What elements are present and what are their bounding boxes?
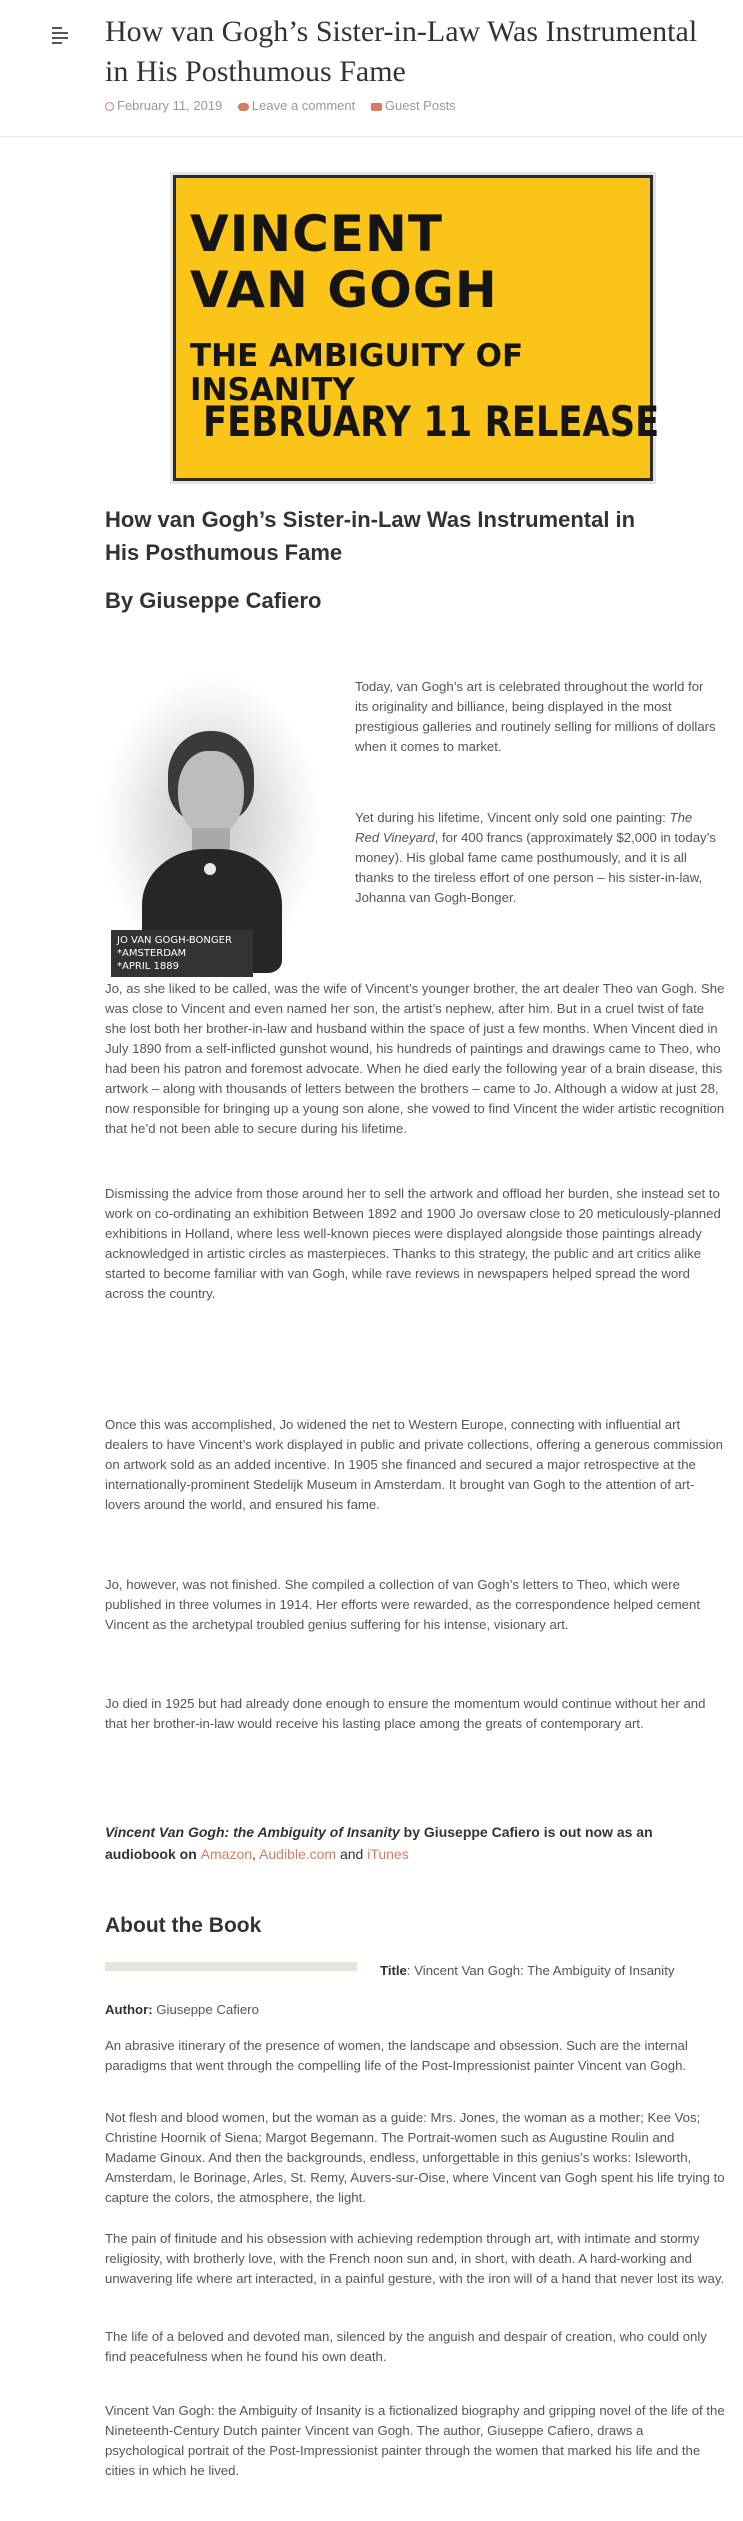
paragraph: An abrasive itinerary of the presence of women, the landscape and obsession. Such are the internal paradigms that went through the compelling life of the Post-Impressionist painter Vincent van Gogh.	[105, 2038, 688, 2073]
paragraph: Vincent Van Gogh: the Ambiguity of Insanity is a fictionalized biography and gripping novel of the life of the Nineteenth-Century Dutch painter Vincent van Gogh. The author, Giuseppe Cafiero, draws a psychological portrait of the Post-Impressionist painter through the women that marked his life and the cities in which he lived.	[105, 2403, 725, 2478]
caption-line: JO VAN GOGH-BONGER	[117, 935, 232, 946]
banner-line-3: THE AMBIGUITY OF INSANITY	[190, 338, 524, 408]
leave-comment-link[interactable]: Leave a comment	[251, 98, 356, 113]
post-category[interactable]	[371, 98, 456, 113]
clock-icon	[105, 102, 114, 111]
post-byline: By Giuseppe Cafiero	[105, 588, 322, 613]
post-date-link[interactable]: February 11, 2019	[117, 98, 223, 113]
paragraph: Today, van Gogh’s art is celebrated throughout the world for its originality and billiance, being displayed in the most prestigious galleries and routinely selling for millions of dollars when it comes to market.	[355, 679, 716, 754]
banner-line-1: VINCENT	[190, 205, 443, 263]
book-author-line: Author: Giuseppe Cafiero	[105, 2002, 259, 2017]
caption-line: *APRIL 1889	[117, 961, 179, 972]
paragraph: The life of a beloved and devoted man, silenced by the anguish and despair of creation, who could only find peacefulness when he found his own death.	[105, 2329, 707, 2364]
paragraph: Not flesh and blood women, but the woman as a guide: Mrs. Jones, the woman as a mother; Kee Vos; Christine Hoornik of Siena; Margot Begemann. The Portrait-women such as Augustine Roulin and Madame Ginoux. And then the backgrounds, endless, unforgettable in this genius’s works: Isleworth, Amsterdam, le Borinage, Arles, St. Remy, Auvers-sur-Oise, where Vincent van Gogh spent his life trying to capture the colors, the atmosphere, the light.	[105, 2110, 725, 2205]
book-banner-image	[173, 175, 660, 481]
portrait-photo	[100, 673, 322, 973]
comment-icon	[238, 103, 249, 111]
banner-line-4: FEBRUARY 11 RELEASE	[203, 397, 660, 446]
paragraph: Yet during his lifetime, Vincent only sold one painting: The Red Vineyard, for 400 francs (approximately $2,000 in today’s money). His global fame came posthumously, and it is all thanks to the tireless effort of one person – his sister-in-law, Johanna van Gogh-Bonger.	[355, 810, 716, 905]
painting-title: The Red Vineyard	[355, 810, 693, 845]
post-meta	[105, 98, 468, 113]
menu-icon[interactable]	[52, 25, 72, 45]
paragraph: Once this was accomplished, Jo widened the net to Western Europe, connecting with influential art dealers to have Vincent’s work displayed in public and private collections, offering a generous commission on artwork sold as an added incentive. In 1905 she financed and secured a major retrospective at the internationally-prominent Stedelijk Museum in Amsterdam. It brought van Gogh to the attention of art-lovers around the world, and ensured his fame.	[105, 1417, 723, 1512]
site-header	[0, 0, 743, 137]
book-cover-placeholder	[105, 1962, 357, 1971]
promo-book-title: Vincent Van Gogh: the Ambiguity of Insanity	[105, 1824, 400, 1840]
post-date[interactable]	[105, 98, 222, 113]
portrait-caption	[111, 930, 253, 977]
about-heading: About the Book	[105, 1914, 262, 1937]
paragraph: The pain of finitude and his obsession with achieving redemption through art, with intimate and stormy religiosity, with brotherly love, with the French noon sun and, in short, with death. A hard-working and unwavering life where art interacted, in a painful gesture, with the iron will of a hand that never lost its way.	[105, 2231, 725, 2286]
itunes-link[interactable]: iTunes	[367, 1846, 409, 1862]
paragraph: Jo, as she liked to be called, was the wife of Vincent’s younger brother, the art dealer Theo van Gogh. She was close to Vincent and even named her son, the artist’s nephew, after him. But in a cruel twist of fate she lost both her brother-in-law and husband within the space of just a few months. When Vincent died in July 1890 from a self-inflicted gunshot wound, his hundreds of paintings and drawings came to Theo, who had been his patron and foremost advocate. When he died early the following year of a brain disease, this artwork – along with thousands of letters between the brothers – came to Jo. Although a widow at just 28, now responsible for bringing up a young son alone, she vowed to find Vincent the wider artistic recognition that he’d not been able to secure during his lifetime.	[105, 981, 725, 1136]
audiobook-promo: Vincent Van Gogh: the Ambiguity of Insanity by Giuseppe Cafiero is out now as an audiobook on Amazon, Audible.com and iTunes	[105, 1824, 653, 1862]
amazon-link[interactable]: Amazon	[200, 1846, 253, 1862]
paragraph: Dismissing the advice from those around her to sell the artwork and offload her burden, she instead set to work on co-ordinating an exhibition Between 1892 and 1900 Jo oversaw close to 20 meticulously-planned exhibitions in Holland, where less well-known pieces were displayed alongside those paintings already acknowledged in artistic circles as masterpieces. Thanks to this strategy, the public and art critics alike started to become familiar with van Gogh, while rave reviews in newspapers helped spread the word across the country.	[105, 1186, 721, 1301]
paragraph: Jo, however, was not finished. She compiled a collection of van Gogh’s letters to Theo, which were published in three volumes in 1914. Her efforts were rewarded, as the correspondence helped cement Vincent as the archetypal troubled genius suffering for his intense, visionary art.	[105, 1577, 701, 1632]
audible-link[interactable]: Audible.com	[259, 1846, 337, 1862]
site-title[interactable]: How van Gogh’s Sister-in-Law Was Instrumental in His Posthumous Fame	[105, 15, 698, 88]
caption-line: *AMSTERDAM	[117, 948, 187, 959]
banner-line-2: VAN GOGH	[190, 261, 498, 319]
book-title-line: Title: Vincent Van Gogh: The Ambiguity of Insanity	[380, 1963, 675, 1978]
post-title: How van Gogh’s Sister-in-Law Was Instrumental in His Posthumous Fame	[105, 507, 636, 565]
folder-icon	[371, 103, 382, 111]
category-link[interactable]: Guest Posts	[384, 98, 456, 113]
leave-comment[interactable]	[238, 98, 355, 113]
paragraph: Jo died in 1925 but had already done enough to ensure the momentum would continue without her and that her brother-in-law would receive his lasting place among the greats of contemporary art.	[105, 1696, 706, 1731]
